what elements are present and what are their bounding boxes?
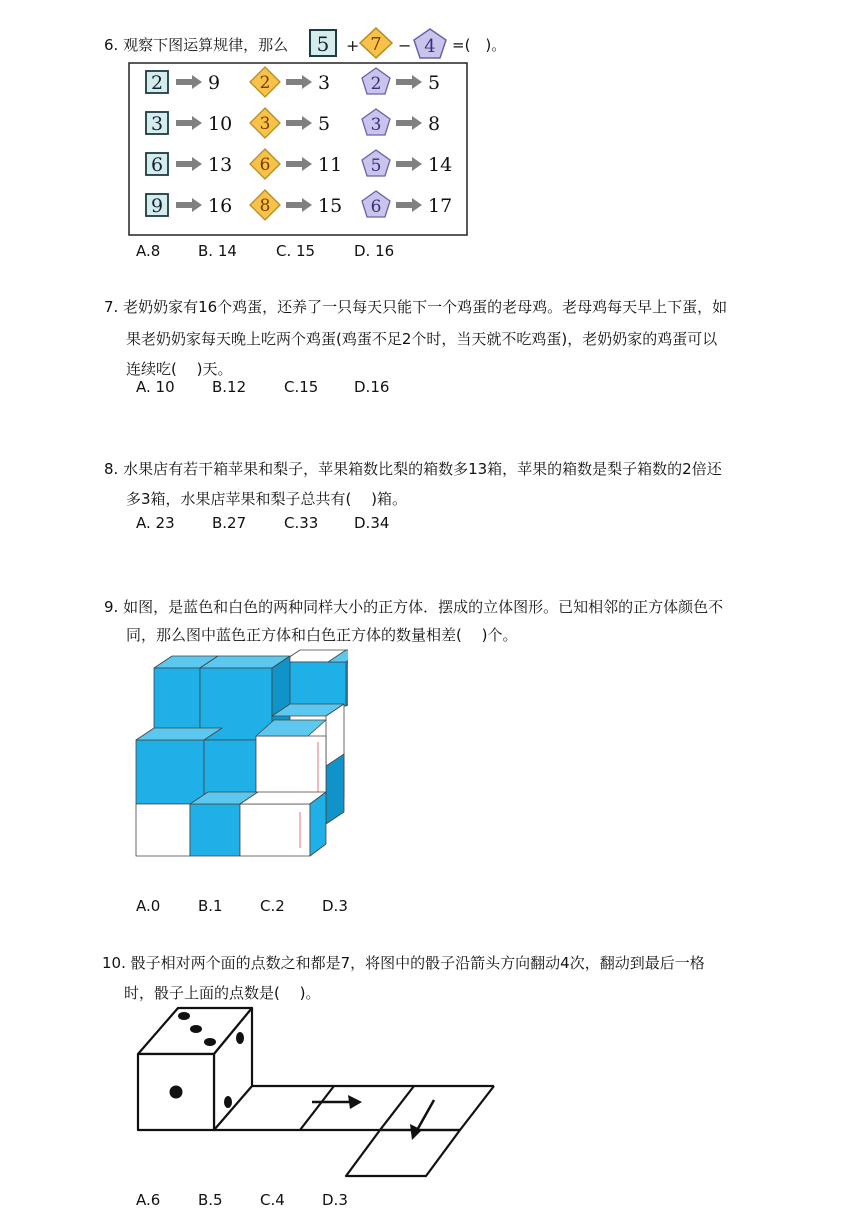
pentagon-output: 5 [428, 72, 441, 94]
question-number: 8. [104, 460, 119, 478]
dice-dot-icon [178, 1012, 190, 1020]
rule-row [146, 190, 452, 220]
question-text-line2: 多3箱，水果店苹果和梨子总共有( )箱。 [126, 490, 408, 508]
plus-sign: + [346, 36, 360, 55]
q10-dice-figure [130, 998, 510, 1184]
expr-square-shape [310, 30, 336, 56]
option-a[interactable]: A. 10 [136, 378, 175, 396]
option-c[interactable]: C.2 [260, 897, 285, 915]
q9-cube-figure [128, 648, 348, 863]
diamond-output: 15 [318, 195, 343, 217]
question-number: 7. [104, 298, 119, 316]
expr-pentagon-value: 4 [424, 36, 436, 57]
square-input: 2 [150, 72, 164, 94]
question-text-line2: 时，骰子上面的点数是( )。 [124, 984, 321, 1002]
question-text-line3: 连续吃( )天。 [126, 360, 233, 378]
pentagon-output: 14 [428, 154, 453, 176]
pentagon-input: 3 [370, 115, 382, 135]
square-input: 9 [150, 195, 164, 217]
dice-dot-icon [224, 1096, 232, 1108]
dice-dot-icon [170, 1086, 183, 1099]
rule-row [146, 108, 440, 138]
arrow-down-icon [416, 1100, 434, 1132]
rule-row [146, 149, 452, 179]
option-a[interactable]: A.8 [136, 242, 161, 260]
question-number: 9. [104, 598, 119, 616]
pentagon-input: 2 [370, 74, 382, 94]
dice-dot-icon [204, 1038, 216, 1046]
pentagon-output: 17 [428, 195, 453, 217]
option-b[interactable]: B.5 [198, 1191, 223, 1209]
dice-dot-icon [190, 1025, 202, 1033]
square-output: 9 [208, 72, 221, 94]
option-b[interactable]: B.12 [212, 378, 247, 396]
diamond-input: 6 [259, 155, 271, 175]
question-text-line2: 果老奶奶家每天晚上吃两个鸡蛋(鸡蛋不足2个时，当天就不吃鸡蛋)，老奶奶家的鸡蛋可以 [126, 330, 718, 348]
minus-sign: − [398, 36, 412, 55]
question-7 [104, 294, 727, 382]
q6-text-after: =( )。 [452, 36, 507, 54]
q8-options [136, 514, 389, 532]
pentagon-input: 6 [370, 197, 382, 217]
question-8 [104, 456, 722, 512]
pentagon-input: 5 [370, 156, 382, 176]
diamond-output: 11 [318, 154, 343, 176]
question-number: 6. [104, 36, 119, 54]
rule-row [146, 67, 440, 97]
question-text: 观察下图运算规律，那么 [123, 36, 289, 54]
square-output: 16 [208, 195, 233, 217]
option-d[interactable]: D.3 [322, 897, 348, 915]
square-output: 13 [208, 154, 233, 176]
q10-options [136, 1191, 348, 1209]
diamond-output: 5 [318, 113, 331, 135]
question-text-line1: 水果店有若干箱苹果和梨子，苹果箱数比梨的箱数多13箱，苹果的箱数是梨子箱数的2倍还 [123, 460, 722, 478]
question-text-line1: 骰子相对两个面的点数之和都是7，将图中的骰子沿箭头方向翻动4次，翻动到最后一格 [130, 954, 705, 972]
option-d[interactable]: D.16 [354, 378, 390, 396]
option-b[interactable]: B.27 [212, 514, 247, 532]
pentagon-output: 8 [428, 113, 441, 135]
option-a[interactable]: A.6 [136, 1191, 161, 1209]
expr-square-value: 5 [316, 32, 330, 56]
option-d[interactable]: D. 16 [354, 242, 395, 260]
option-a[interactable]: A. 23 [136, 514, 175, 532]
option-b[interactable]: B. 14 [198, 242, 237, 260]
board-last-cell [346, 1130, 460, 1176]
cube-face-blue [282, 662, 346, 706]
q6-options [136, 242, 394, 260]
option-c[interactable]: C. 15 [276, 242, 316, 260]
diamond-output: 3 [318, 72, 331, 94]
expr-diamond-value: 7 [370, 34, 382, 55]
q7-options [136, 378, 389, 396]
diamond-input: 2 [259, 73, 271, 93]
q9-options [136, 897, 348, 915]
diamond-input: 8 [259, 196, 271, 216]
square-input: 6 [150, 154, 164, 176]
expr-pentagon-shape [414, 29, 446, 58]
question-text-line2: 同，那么图中蓝色正方体和白色正方体的数量相差( )个。 [126, 626, 518, 644]
option-c[interactable]: C.33 [284, 514, 319, 532]
diamond-input: 3 [259, 114, 271, 134]
option-c[interactable]: C.15 [284, 378, 319, 396]
square-output: 10 [208, 113, 233, 135]
q6-rule-table [128, 62, 468, 236]
question-text-line1: 老奶奶家有16个鸡蛋，还养了一只每天只能下一个鸡蛋的老母鸡。老母鸡每天早上下蛋，如 [123, 298, 728, 316]
option-b[interactable]: B.1 [198, 897, 223, 915]
option-a[interactable]: A.0 [136, 897, 161, 915]
option-c[interactable]: C.4 [260, 1191, 285, 1209]
square-input: 3 [150, 113, 164, 135]
question-number: 10. [102, 954, 126, 972]
expr-diamond-shape [360, 28, 392, 58]
dice-dot-icon [236, 1032, 244, 1044]
question-6 [104, 32, 288, 58]
question-9 [104, 594, 723, 648]
option-d[interactable]: D.3 [322, 1191, 348, 1209]
question-text-line1: 如图，是蓝色和白色的两种同样大小的正方体．摆成的立体图形。已知相邻的正方体颜色不 [123, 598, 724, 616]
option-d[interactable]: D.34 [354, 514, 390, 532]
